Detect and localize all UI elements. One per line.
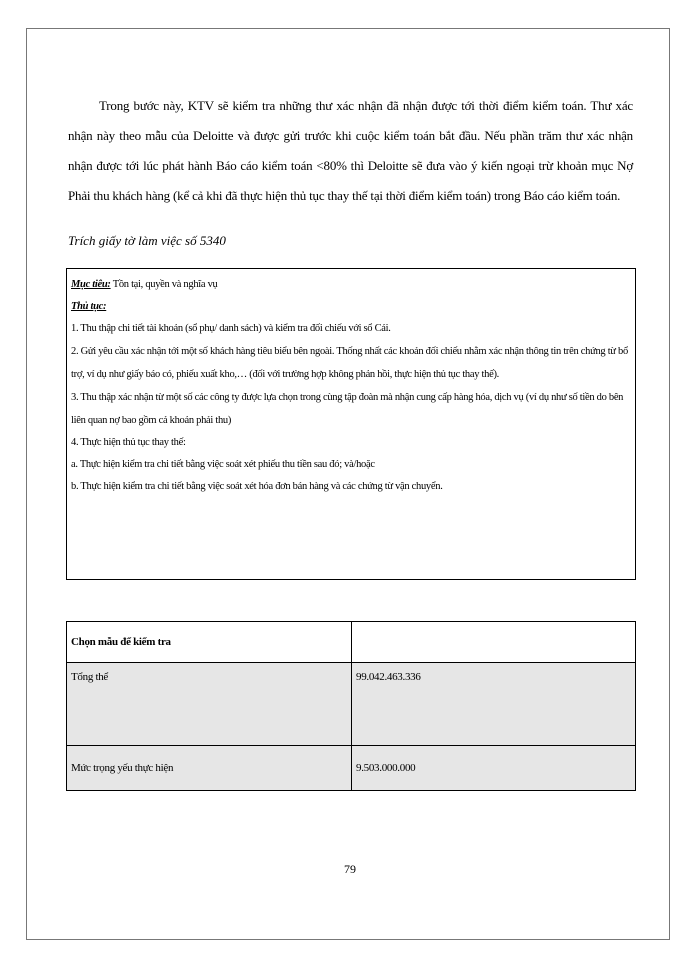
row-value: 9.503.000.000: [352, 746, 636, 791]
table-header-cell: Chọn mẫu để kiểm tra: [67, 622, 352, 663]
table-row: [67, 663, 636, 746]
procedure-step-1: 1. Thu thập chi tiết tài khoản (sổ phụ/ danh sách) và kiểm tra đối chiếu với sổ Cái.: [71, 323, 391, 334]
procedure-step-3: 3. Thu thập xác nhận từ một số các công ty được lựa chọn trong cùng tập đoàn mà nhận cung cấp hàng hóa, dịch vụ (ví dụ như số tiền do bên liên quan nợ bao gồm cả khoản phải thu): [71, 392, 624, 426]
table-header-row: [67, 622, 636, 663]
row-value: 99.042.463.336: [352, 663, 636, 746]
objective-text: Tồn tại, quyền và nghĩa vụ: [110, 279, 218, 290]
procedures-label: Thủ tục:: [71, 301, 107, 312]
working-paper-caption: Trích giấy tờ làm việc số 5340: [68, 233, 226, 248]
objective-label: Mục tiêu:: [71, 279, 111, 290]
objective-line: [71, 274, 631, 296]
procedure-step-4a: a. Thực hiện kiểm tra chi tiết bằng việc soát xét phiếu thu tiền sau đó; và/hoặc: [71, 459, 375, 470]
procedure-step-4b: b. Thực hiện kiểm tra chi tiết bằng việc soát xét hóa đơn bán hàng và các chứng từ vận chuyển.: [71, 481, 443, 492]
row-label: Tổng thể: [67, 663, 352, 746]
procedure-box: [66, 268, 636, 580]
procedure-step-4: 4. Thực hiện thủ tục thay thế:: [71, 437, 186, 448]
table-header-empty-cell: [352, 622, 636, 663]
sample-selection-table: [66, 621, 636, 791]
page-number: 79: [344, 862, 356, 876]
body-paragraph: Trong bước này, KTV sẽ kiểm tra những thư xác nhận đã nhận được tới thời điểm kiểm toán. Thư xác nhận này theo mẫu của Deloitte và được gửi trước khi cuộc kiểm toán bắt đầu. Nếu phần trăm thư xác nhận nhận được tới lúc phát hành Báo cáo kiểm toán <80% thì Deloitte sẽ đưa vào ý kiến ngoại trừ khoản mục Nợ Phải thu khách hàng (kể cả khi đã thực hiện thủ tục thay thế tại thời điểm kiểm toán) trong Báo cáo kiểm toán.: [68, 98, 633, 203]
procedure-step-2: 2. Gửi yêu cầu xác nhận tới một số khách hàng tiêu biểu bên ngoài. Thống nhất các khoản đối chiếu nhằm xác nhận thông tin trên chứng từ bổ trợ, ví dụ như giấy báo có, phiếu xuất kho,… (đối với trường hợp không phản hồi, thực hiện thủ tục thay thế).: [71, 346, 628, 380]
row-label: Mức trọng yếu thực hiện: [67, 746, 352, 791]
table-row: [67, 746, 636, 791]
procedures-line: [71, 296, 631, 318]
